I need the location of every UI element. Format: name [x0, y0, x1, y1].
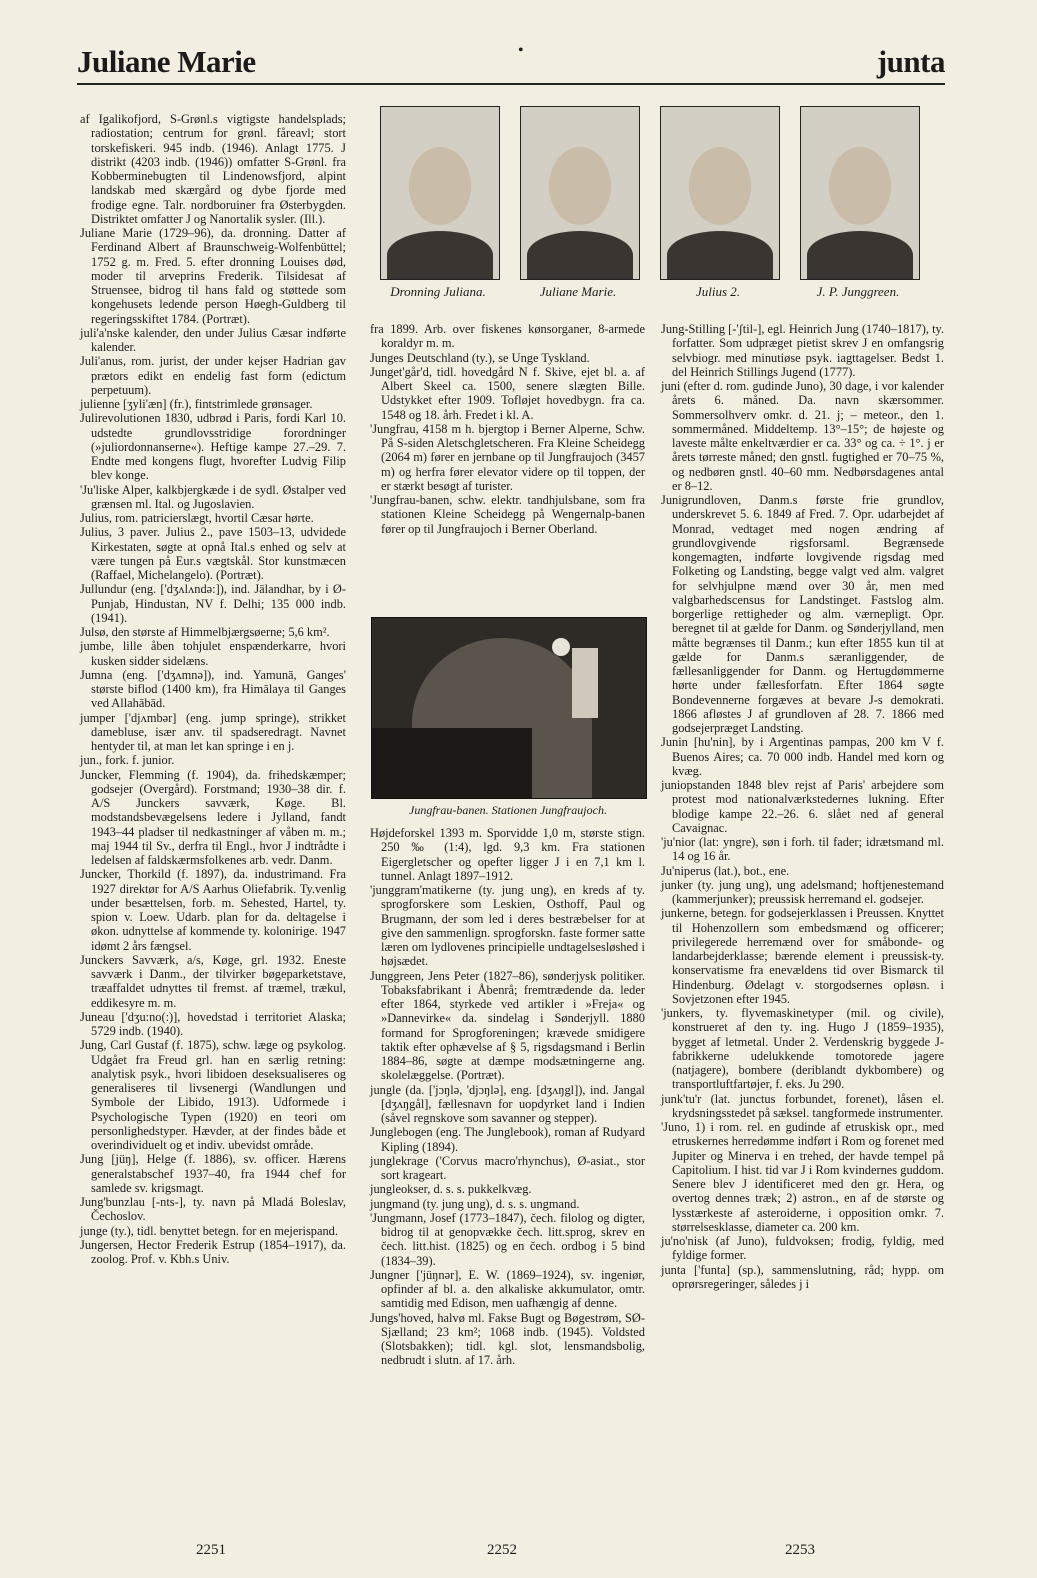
station-photo: [371, 617, 647, 799]
sign-shape: [572, 648, 598, 718]
entry: fra 1899. Arb. over fiskenes kønsorganer, 8-armede koraldyr m. m.: [370, 322, 645, 351]
entry: Junges Deutschland (ty.), se Unge Tyskland.: [370, 350, 590, 365]
portrait-photo: [520, 106, 640, 280]
entry: junker (ty. jung ung), ung adelsmand; hoftjenestemand (kammerjunker); preussisk herremand el. godsejer.: [661, 877, 944, 906]
portrait-caption: Juliane Marie.: [539, 284, 617, 299]
entry: jumbe, lille åben tohjulet enspænderkarre, hvori kusken sidder sidelæns.: [80, 639, 346, 668]
entry: Jung-Stilling [-'ʃtil-], egl. Heinrich Jung (1740–1817), ty. forfatter. Som udpræget pietist skrev J en omfangsrig selvbiogr. med minutiøse psyk. iagttagelser. Bedst 1. del Heinrich Stillings Jugend (1777).: [661, 322, 944, 379]
entry: juli'a'nske kalender, den under Julius Cæsar indførte kalender.: [80, 325, 346, 354]
portrait-photo: [380, 106, 500, 280]
column-2: [370, 322, 645, 536]
clock-shape: [552, 638, 570, 656]
page-number-right: 2253: [785, 1542, 815, 1558]
entry: 'ju'nior (lat: yngre), søn i forh. til fader; idrætsmand ml. 14 og 16 år.: [661, 835, 944, 864]
column-1: [80, 112, 346, 1266]
portrait-caption: Dronning Juliana.: [390, 284, 486, 299]
entry: jungle (da. ['jɔŋlə, 'djɔŋlə], eng. [dʒʌŋgl]), ind. Jangal [dʒʌŋgål], fællesnavn for uopdyrket land i Indien (såvel regnskove som savanner og stepper).: [370, 1082, 645, 1125]
portrait-photo: [660, 106, 780, 280]
portrait-caption: Julius 2.: [695, 284, 741, 299]
entry: Juliane Marie (1729–96), da. dronning. Datter af Ferdinand Albert af Braunschweig-Wolfenbüttel; 1752 g. m. Fred. 5. efter dronning Louises død, moder til arveprins Frederik. Tilsidesat af Struensee, bidrog til hans fald og støttede som kongehusets ledende person Høegh-Guldberg til regeringsskiftet 1784. (Portræt).: [80, 226, 346, 326]
entry: Jumna (eng. ['dʒʌmnə]), ind. Yamunā, Ganges' største biflod (1400 km), fra Himālaya til Ganges ved Allahābād.: [80, 667, 346, 711]
entry: julienne [ʒyli'æn] (fr.), fintstrimlede grønsager.: [80, 397, 313, 411]
entry: 'Jungfrau-banen, schw. elektr. tandhjulsbane, som fra stationen Kleine Scheidegg på Wengernalp-banen fører op til Jungfraujoch i Berner Oberland.: [370, 493, 645, 536]
portrait-body: [667, 231, 773, 279]
entry: Juncker, Flemming (f. 1904), da. frihedskæmper; godsejer (Overgård). Forstmand; 1930–38 dir. f. A/S Junckers savværk, Køge. Bl. modstandsbevægelsens ledere i Jylland, fandt 1943–44 pladser til nedkastninger af våben m. m.; maj 1944 til Sv., derfra til Engl., hvor J indtrådte i ledelsen af faldskærmsfolkenes arb. vedr. Danm.: [80, 767, 346, 867]
entry: Junckers Savværk, a/s, Køge, grl. 1932. Eneste savværk i Danm., der tilvirker bøgeparketstave, træaffaldet udnyttes til fremst. af træmel, trækul, eddikesyre m. m.: [80, 952, 346, 1010]
portrait-body: [807, 231, 913, 279]
entry: Junglebogen (eng. The Junglebook), roman af Rudyard Kipling (1894).: [370, 1125, 645, 1154]
portrait-face: [409, 147, 471, 225]
entry: Junin [hu'nin], by i Argentinas pampas, 200 km V f. Buenos Aires; ca. 70 000 indb. Handel med korn og kvæg.: [661, 735, 944, 778]
entry: junglekrage ('Corvus macro'rhynchus), Ø-asiat., stor sort krageart.: [370, 1153, 645, 1182]
entry: af Igalikofjord, S-Grønl.s vigtigste handelsplads; radiostation; centrum for grønl. fåreavl; stort torskefiskeri. 945 indb. (1946). Anlagt 1775. J distrikt (4203 indb. (1946)) omfatter S-Grønl. fra Kobberminebugten til Lindenowsfjord, alpint landskab med skærgård og dybe fjorde med frodige egne. Talr. nordboruiner fra Østerbygden. Distriktet omfatter J og Nanortalik sysler. (Ill.).: [80, 112, 346, 226]
entry: Junigrundloven, Danm.s første frie grundlov, underskrevet 5. 6. 1849 af Fred. 7. Opr. udarbejdet af Monrad, vedtaget med nogen ændring af grundlovgivende rigsforsaml. Begrænsede kongemagten, indførte lovgivende rigsdag med Folketing og Landsting, begge valgt ved alm. valgret for selvhjulpne mænd over 30 år, men med valgbarhedscensus for Landstinget. Fastslog alm. borgerlige rettigheder og alm. værnepligt. Opr. beregnet til at gælde for Danm. og Sønderjylland, men måtte begrænses til Danm.; kun efter 1855 kun til at gælde for Danm.s særanliggender, de fællesanliggender for Danm. og Hertugdømmerne hørte under fællesforfatn. Efter 1864 søgte Bondevennerne forgæves at bevare J-s demokrati. 1866 afløstes J af grundloven af 28. 7. 1866 med godsejerpræget Landsting.: [661, 493, 944, 735]
entry: Jung [jüŋ], Helge (f. 1886), sv. officer. Hærens generalstabschef 1937–40, fra 1944 chef for samlede sv. krigsmagt.: [80, 1152, 346, 1195]
portrait-photo: [800, 106, 920, 280]
entry: 'Jungfrau, 4158 m h. bjergtop i Berner Alperne, Schw. På S-siden Aletschgletscheren. Fra Kleine Scheidegg (2064 m) fører en jernbane op til Jungfraujoch (3457 m) og herfra fører elevator videre op til toppen, der er stærkt besøgt af turister.: [370, 421, 645, 493]
entry: Juli'anus, rom. jurist, der under kejser Hadrian gav prætors edikt en endelig fast form (edictum perpetuum).: [80, 354, 346, 397]
header-mark: •: [518, 42, 524, 59]
entry: Julirevolutionen 1830, udbrød i Paris, fordi Karl 10. udstedte grundlovsstridige forordninger (»juliordonnanserne«). Heftige kampe 27.–29. 7. Endte med kongens flugt, hvorefter Ludvig Filip blev konge.: [80, 411, 346, 483]
running-head-left: Juliane Marie: [77, 44, 256, 79]
entry: jungleokser, d. s. s. pukkelkvæg.: [370, 1182, 532, 1197]
entry: jungmand (ty. jung ung), d. s. s. ungmand.: [370, 1196, 580, 1211]
running-head-right: junta: [876, 44, 945, 79]
portrait-caption: J. P. Junggreen.: [816, 284, 900, 299]
entry: junk'tu'r (lat. junctus forbundet, forenet), låsen el. krydsningsstedet på sæksel. tangformede instrumenter.: [661, 1091, 944, 1120]
entry: 'junggram'matikerne (ty. jung ung), en kreds af ty. sprogforskere som Leskien, Osthoff, Paul og Brugmann, der som led i deres bestræbelser for at give den sammenlign. sprogforskn. faste former satte læren om lydlovenes principielle undtagelsesløshed i højsædet.: [370, 883, 645, 969]
portrait-body: [527, 231, 633, 279]
entry: Julius, 3 paver. Julius 2., pave 1503–13, udvidede Kirkestaten, søgte at opnå Ital.s enhed og selv at være tungen på Eur.s vægtskål. Stor kunstmæcen (Raffael, Michelangelo). (Portræt).: [80, 525, 346, 582]
entry: Jungersen, Hector Frederik Estrup (1854–1917), da. zoolog. Prof. v. Kbh.s Univ.: [80, 1237, 346, 1266]
entry: Julius, rom. patricierslægt, hvortil Cæsar hørte.: [80, 511, 314, 525]
entry: Jungs'hoved, halvø ml. Fakse Bugt og Bøgestrøm, SØ-Sjælland; 23 km²; 1068 indb. (1945). Voldsted (Slotsbakken); tidl. kgl. slot, lensmandsbolig, nedbrudt i slutn. af 17. årh.: [370, 1310, 645, 1368]
entry: junge (ty.), tidl. benyttet betegn. for en mejerispand.: [80, 1223, 338, 1238]
entry: Junget'går'd, tidl. hovedgård N f. Skive, ejet bl. a. af Albert Skeel ca. 1500, senere slægten Bille. Udstykket efter 1909. Tofløjet hovedbygn. fra ca. 1548 og 18. årh. Fredet i kl. A.: [370, 364, 645, 422]
portrait-face: [689, 147, 751, 225]
entry: junkerne, betegn. for godsejerklassen i Preussen. Knyttet til Hohenzollern som embedsmænd og officerer; privilegerede herremænd over for småbonde- og landarbejderklasse; bærende element i preussisk-ty. konservatisme fra enevældens tid over Bismarck til Hindenburg. Ødelagt v. storgodsernes opløsn. i Sovjetzonen efter 1945.: [661, 906, 944, 1006]
header-rule: [77, 83, 945, 85]
train-shape: [372, 728, 532, 798]
column-2-lower: [370, 826, 645, 1368]
entry: Juneau ['dʒu:no(:)], hovedstad i territoriet Alaska; 5729 indb. (1940).: [80, 1009, 346, 1038]
entry: juni (efter d. rom. gudinde Juno), 30 dage, i vor kalender årets 6. måned. Da. navn skærsommer. Sommersolhverv omkr. d. 21. j; – meteor., den 1. sommermåned. Middeltemp. 13°–15°; de højeste og laveste målte enkeltværdier er ca. 33° og ca. ÷ 1°. j er årets tørreste måned; den gnstl. fugtighed er 70–75 %, og nedbøren gnstl. 40–60 mm. Nedbørsdagenes antal er 8–12.: [661, 379, 944, 493]
entry: Juncker, Thorkild (f. 1897), da. industrimand. Fra 1927 direktør for A/S Aarhus Oliefabrik. Ty.venlig under besættelsen, forb. m. Sehested, Hartel, ty. spion v. Loew. Udarb. plan for da. deltagelse i økon. udnyttelse af kommende ty. kolonirige. 1947 idømt 2 års fængsel.: [80, 867, 346, 953]
column-3: [661, 322, 944, 1291]
entry: 'junkers, ty. flyvemaskinetyper (mil. og civile), konstrueret af den ty. ing. Hugo J (1859–1935), bygget af letmetal. Under 2. Verdenskrig byggede J-fabrikkerne udelukkende tomotorede jagere (natjagere), bombere (deriblandt dykbombere) og transportluftfartøjer, f. eks. Ju 290.: [661, 1006, 944, 1092]
entry: Junggreen, Jens Peter (1827–86), sønderjysk politiker. Tobaksfabrikant i Åbenrå; fremtrædende da. leder efter 1864, styrkede ved artikler i »Freja« og »Dannevirke« da. sindelag i Sønderjyll. 1880 formand for Sprogforeningen; krævede smidigere taktik efter ophævelse af § 5, rigsdagsmand i Berlin 1884–86, søgte at dæmpe modsætningerne ang. skolelæggelse. (Portræt).: [370, 968, 645, 1083]
entry: junta ['funta] (sp.), sammenslutning, råd; hypp. om oprørsregeringer, således j i: [661, 1262, 944, 1291]
portrait-face: [549, 147, 611, 225]
entry: Jullundur (eng. ['dʒʌlʌndə:]), ind. Jālandhar, by i Ø-Punjab, Hindustan, NV f. Delhi; 135 000 indb. (1941).: [80, 582, 346, 625]
entry: 'Juno, 1) i rom. rel. en gudinde af etruskisk opr., med etruskernes herredømme indført i Rom og forenet med Jupiter og Minerva i en trehed, der havde tempel på Capitolium. I hist. tid var J i Rom kvindernes guddom. Senere blev J identificeret med den gr. Hera, og overtog dennes træk; 2) astron., en af de største og lysstærkeste af asteroiderne, i opposition omkr. 7. størrelsesklasse, diameter ca. 200 km.: [661, 1120, 944, 1234]
entry: jun., fork. f. junior.: [80, 753, 175, 768]
page-number-left: 2251: [196, 1542, 226, 1558]
entry: 'Jungmann, Josef (1773–1847), čech. filolog og digter, bidrog til at genopvække čech. litt.sprog, skrev en čech. litt.hist. (1825) og en čech. ordbog i 5 bind (1834–39).: [370, 1210, 645, 1268]
entry: Ju'niperus (lat.), bot., ene.: [661, 863, 790, 878]
entry: Jungner ['jüŋnər], E. W. (1869–1924), sv. ingeniør, opfinder af bl. a. den alkaliske akkumulator, omtr. samtidig med Edison, men uafhængig af denne.: [370, 1267, 645, 1311]
entry: ju'no'nisk (af Juno), fuldvoksen; frodig, fyldig, med fyldige former.: [661, 1234, 944, 1263]
page-number-middle: 2252: [487, 1542, 517, 1558]
entry: 'Ju'liske Alper, kalkbjergkæde i de sydl. Østalper ved grænsen ml. Ital. og Jugoslavien.: [80, 482, 346, 511]
entry: Julsø, den største af Himmelbjærgsøerne; 5,6 km².: [80, 625, 330, 639]
entry: Jung'bunzlau [-nts-], ty. navn på Mladá Boleslav, Čechoslov.: [80, 1195, 346, 1224]
entry: Jung, Carl Gustaf (f. 1875), schw. læge og psykolog. Udgået fra Freud grl. han en særlig retning: analytisk psyk., hvori libidoen deseksualiseres og generaliseres til livsenergi (Wandlungen und Symbole der Libido, 1913). Udformede i Psychologische Typen (1920) en teori om personlighedstyper. Hævder, at der findes både et overindividuelt og et indiv. ubevidst område.: [80, 1038, 346, 1152]
entry: juniopstanden 1848 blev rejst af Paris' arbejdere som protest mod nationalværkstedernes lukning. Efter blodige kampe 22.–26. 6. slået ned af general Cavaignac.: [661, 778, 944, 835]
portrait-face: [829, 147, 891, 225]
station-caption: Jungfrau-banen. Stationen Jungfraujoch.: [409, 803, 607, 817]
entry: jumper ['djʌmbər] (eng. jump springe), strikket damebluse, især anv. til spadseredragt. Navnet hentyder til, at man let kan springe i en j.: [80, 710, 346, 753]
portrait-strip: [380, 106, 940, 311]
entry: Højdeforskel 1393 m. Sporvidde 1,0 m, største stign. 250 ‰ (1:4), lgd. 9,3 km. Fra stationen Eigergletscher og opefter ligger J i en 7,1 km l. tunnel. Anlagt 1897–1912.: [370, 826, 645, 883]
portrait-body: [387, 231, 493, 279]
